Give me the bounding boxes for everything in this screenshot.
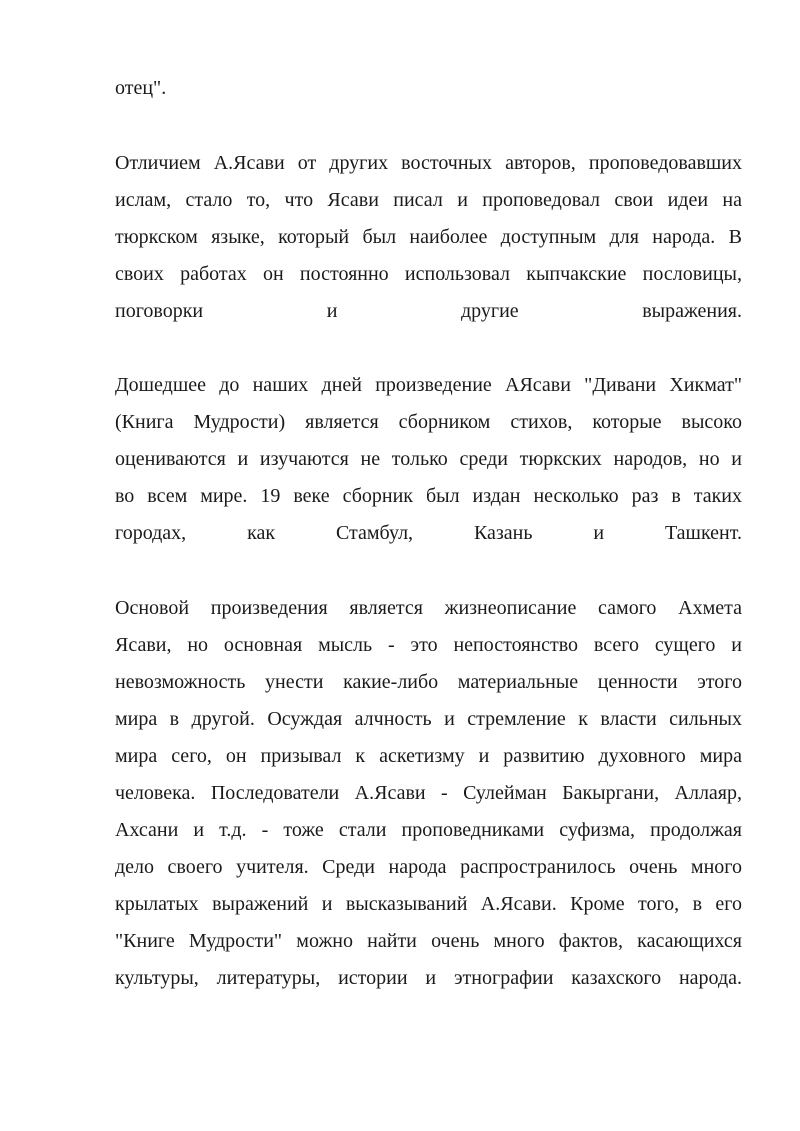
- text-line: ислам, стало то, что Ясави писал и проповедовал свои идеи на: [115, 189, 742, 211]
- text-line: поговорки и другие выражения.: [115, 300, 742, 322]
- text-line: городах, как Стамбул, Казань и Ташкент.: [115, 522, 742, 544]
- text-line: оцениваются и изучаются не только среди тюркских народов, но и: [115, 448, 742, 470]
- text-line: Дошедшее до наших дней произведение АЯсави "Дивани Хикмат": [115, 374, 742, 396]
- text-line: мира в другой. Осуждая алчность и стремление к власти сильных: [115, 708, 742, 730]
- text-line: невозможность унести какие-либо материальные ценности этого: [115, 671, 742, 693]
- text-line: Отличием А.Ясави от других восточных авторов, проповедовавших: [115, 152, 742, 174]
- text-line: человека. Последователи А.Ясави - Сулейман Бакыргани, Аллаяр,: [115, 782, 742, 804]
- text-line: мира сего, он призывал к аскетизму и развитию духовного мира: [115, 745, 742, 767]
- text-line: отец".: [115, 77, 167, 99]
- text-line: крылатых выражений и высказываний А.Ясави. Кроме того, в его: [115, 893, 742, 915]
- text-line: дело своего учителя. Среди народа распространилось очень много: [115, 856, 742, 878]
- text-line: "Книге Мудрости" можно найти очень много фактов, касающихся: [115, 930, 742, 952]
- text-line: культуры, литературы, истории и этнографии казахского народа.: [115, 967, 742, 989]
- text-line: Основой произведения является жизнеописание самого Ахмета: [115, 597, 742, 619]
- text-line: (Книга Мудрости) является сборником стихов, которые высоко: [115, 411, 742, 433]
- text-line: Ясави, но основная мысль - это непостоянство всего сущего и: [115, 634, 742, 656]
- paragraph-continuation: [115, 70, 742, 107]
- text-line: во всем мире. 19 веке сборник был издан несколько раз в таких: [115, 485, 742, 507]
- text-line: тюркском языке, который был наиболее доступным для народа. В: [115, 226, 742, 248]
- text-line: Ахсани и т.д. - тоже стали проповедниками суфизма, продолжая: [115, 819, 742, 841]
- paragraph-divani-hikmat: [115, 367, 742, 552]
- text-line: своих работах он постоянно использовал кыпчакские пословицы,: [115, 263, 742, 285]
- paragraph-yasavi-language: [115, 145, 742, 330]
- paragraph-work-basis: [115, 590, 742, 997]
